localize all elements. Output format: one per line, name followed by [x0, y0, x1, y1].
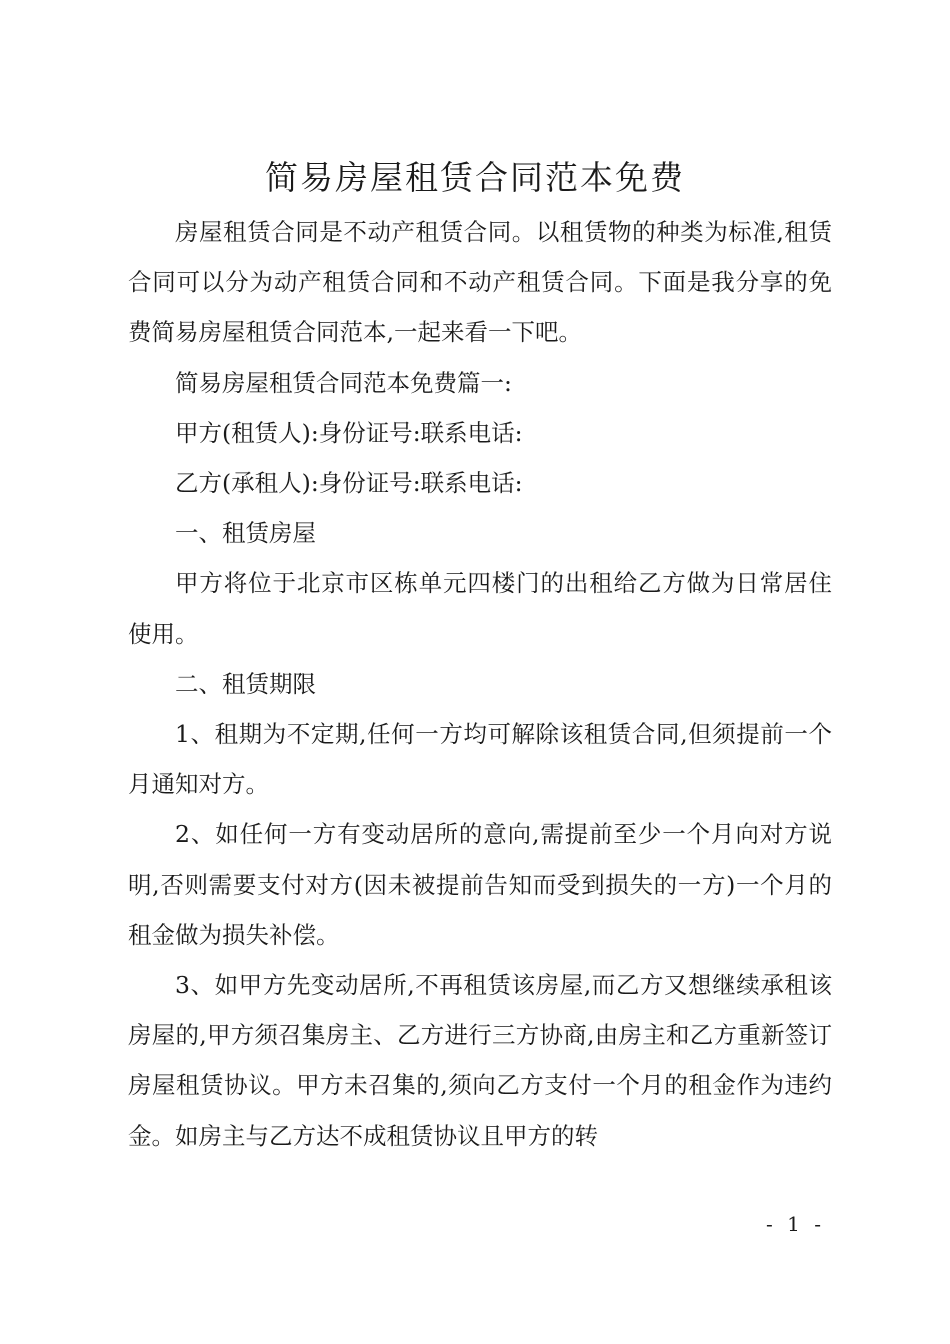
paragraph-clause-2-item-1: 1、租期为不定期,任何一方均可解除该租赁合同,但须提前一个月通知对方。: [128, 720, 832, 799]
document-title: 简易房屋租赁合同范本免费: [265, 158, 685, 197]
paragraph-clause-1-heading: 一、租赁房屋: [175, 519, 316, 548]
paragraph-party-b: 乙方(承租人):身份证号:联系电话:: [175, 469, 523, 498]
document-body: [128, 207, 832, 1161]
paragraph-section-heading: 简易房屋租赁合同范本免费篇一:: [175, 368, 512, 397]
paragraph-clause-2-heading: 二、租赁期限: [175, 669, 316, 698]
paragraph-clause-1-text: 甲方将位于北京市区栋单元四楼门的出租给乙方做为日常居住使用。: [128, 569, 832, 648]
paragraph-clause-2-item-2: 2、如任何一方有变动居所的意向,需提前至少一个月向对方说明,否则需要支付对方(因未被提前告知而受到损失的一方)一个月的租金做为损失补偿。: [128, 820, 832, 949]
page-number: - 1 -: [766, 1212, 825, 1236]
paragraph-clause-2-item-3: 3、如甲方先变动居所,不再租赁该房屋,而乙方又想继续承租该房屋的,甲方须召集房主、乙方进行三方协商,由房主和乙方重新签订房屋租赁协议。甲方未召集的,须向乙方支付一个月的租金作为违约金。如房主与乙方达不成租赁协议且甲方的转: [128, 971, 832, 1150]
paragraph-intro: 房屋租赁合同是不动产租赁合同。以租赁物的种类为标准,租赁合同可以分为动产租赁合同和不动产租赁合同。下面是我分享的免费简易房屋租赁合同范本,一起来看一下吧。: [128, 218, 832, 347]
paragraph-party-a: 甲方(租赁人):身份证号:联系电话:: [175, 418, 523, 447]
